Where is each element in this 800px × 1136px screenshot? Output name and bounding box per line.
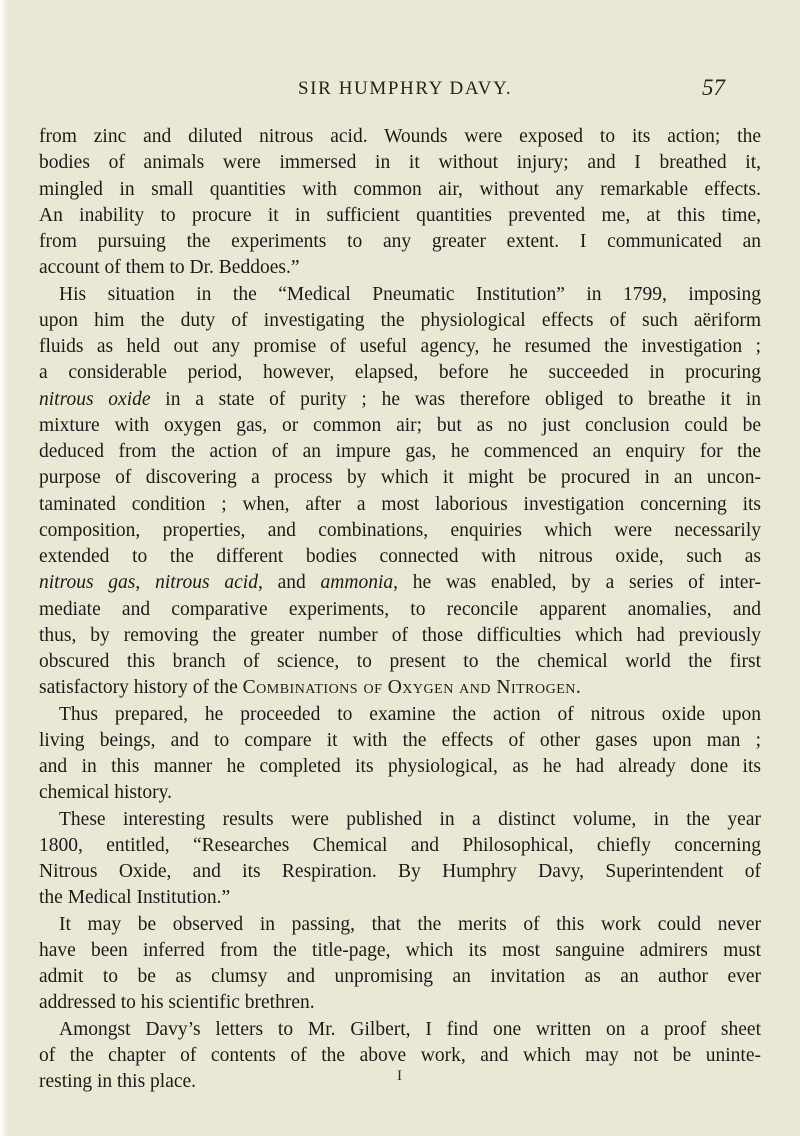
- text-line: fluids as held out any promise of useful agency, he resumed the investigation ;: [39, 336, 761, 357]
- text-line: of the chapter of contents of the above work, and which may not be uninte-: [39, 1044, 761, 1066]
- text-line: the Medical Institution.”: [39, 887, 231, 909]
- text-line: mixture with oxygen gas, or common air; but as no just conclusion could be: [39, 414, 761, 436]
- text-line-emphasis: nitrous oxide in a state of purity ; he was therefore obliged to breathe it in: [39, 388, 761, 410]
- text-line: taminated condition ; when, after a most laborious investigation concerning its: [39, 493, 761, 515]
- text-line: mingled in small quantities with common air, without any remarkable effects.: [39, 178, 761, 200]
- text-line-emphasis: nitrous gas, nitrous acid, and ammonia, he was enabled, by a series of inter-: [39, 572, 761, 594]
- text-line: chemical history.: [39, 782, 173, 804]
- text-line: It may be observed in passing, that the merits of this work could never: [59, 913, 761, 935]
- text-line: extended to the different bodies connected with nitrous oxide, such as: [39, 546, 761, 567]
- text-line: and in this manner he completed its physiological, as he had already done its: [39, 756, 761, 777]
- text-line: Thus prepared, he proceeded to examine the action of nitrous oxide upon: [59, 703, 761, 725]
- body-text: [39, 124, 761, 1095]
- running-head: [0, 75, 800, 108]
- text-line: 1800, entitled, “Researches Chemical and Philosophical, chiefly concerning: [39, 834, 761, 856]
- text-line: thus, by removing the greater number of those difficulties which had previously: [39, 624, 761, 646]
- text-line: Nitrous Oxide, and its Respiration. By Humphry Davy, Superintendent of: [39, 861, 761, 882]
- text-line-small-caps: satisfactory history of the Combinations of Oxygen and Nitrogen.: [39, 677, 581, 699]
- text-line: These interesting results were published in a distinct volume, in the year: [59, 808, 761, 830]
- text-line: An inability to procure it in sufficient quantities prevented me, at this time,: [39, 204, 761, 226]
- text-line: Amongst Davy’s letters to Mr. Gilbert, I find one written on a proof sheet: [59, 1018, 761, 1040]
- signature-mark: I: [397, 1068, 402, 1084]
- text-line: deduced from the action of an impure gas, he commenced an enquiry for the: [39, 441, 761, 462]
- text-line: have been inferred from the title-page, which its most sanguine admirers must: [39, 939, 761, 961]
- text-line: mediate and comparative experiments, to reconcile apparent anomalies, and: [39, 598, 761, 620]
- text-line: a considerable period, however, elapsed, before he succeeded in procuring: [39, 362, 761, 384]
- text-line: addressed to his scientific brethren.: [39, 992, 315, 1014]
- text-line: His situation in the “Medical Pneumatic Institution” in 1799, imposing: [59, 283, 761, 305]
- text-line: resting in this place.: [39, 1071, 197, 1092]
- text-line: purpose of discovering a process by which it might be procured in an uncon-: [39, 467, 761, 489]
- running-title: SIR HUMPHRY DAVY.: [298, 78, 513, 99]
- text-line: obscured this branch of science, to present to the chemical world the first: [39, 651, 761, 672]
- page-number: 57: [702, 75, 725, 100]
- text-line: admit to be as clumsy and unpromising an invitation as an author ever: [39, 966, 761, 987]
- text-line: composition, properties, and combinations, enquiries which were necessarily: [39, 519, 761, 541]
- text-line: upon him the duty of investigating the physiological effects of such aëriform: [39, 309, 761, 331]
- text-line: bodies of animals were immersed in it without injury; and I breathed it,: [39, 152, 761, 174]
- text-line: living beings, and to compare it with the effects of other gases upon man ;: [39, 729, 761, 751]
- text-line: from pursuing the experiments to any greater extent. I communicated an: [39, 231, 761, 252]
- text-line: from zinc and diluted nitrous acid. Wounds were exposed to its action; the: [39, 126, 761, 147]
- text-line: account of them to Dr. Beddoes.”: [39, 257, 300, 279]
